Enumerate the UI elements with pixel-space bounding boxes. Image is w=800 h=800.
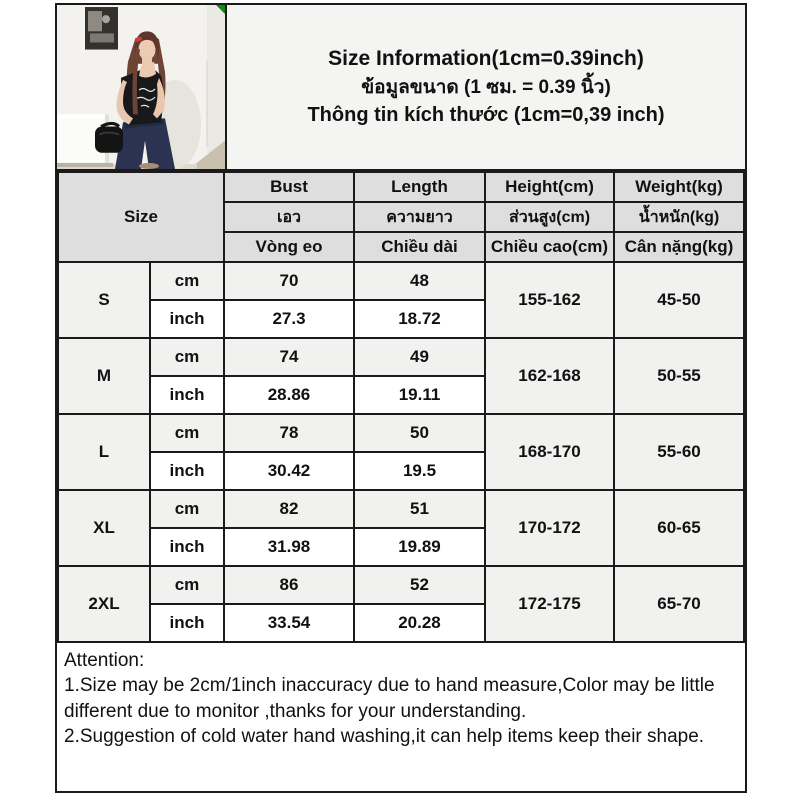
bust-inch-2xl: 33.54 <box>224 604 354 642</box>
size-label-xl: XL <box>58 490 150 566</box>
attention-heading: Attention: <box>64 650 145 671</box>
length-inch-l: 19.5 <box>354 452 485 490</box>
col-header-length-vi: Chiều dài <box>354 232 485 262</box>
bust-inch-m: 28.86 <box>224 376 354 414</box>
height-xl: 170-172 <box>485 490 614 566</box>
unit-inch: inch <box>150 604 224 642</box>
bust-inch-l: 30.42 <box>224 452 354 490</box>
product-model-photo <box>57 5 227 169</box>
length-cm-m: 49 <box>354 338 485 376</box>
col-header-height-en: Height(cm) <box>485 172 614 202</box>
model-photo-illustration <box>57 5 225 169</box>
unit-inch: inch <box>150 452 224 490</box>
col-header-length-th: ความยาว <box>354 202 485 232</box>
length-inch-2xl: 20.28 <box>354 604 485 642</box>
title-english: Size Information(1cm=0.39inch) <box>328 46 644 70</box>
size-label-l: L <box>58 414 150 490</box>
length-cm-xl: 51 <box>354 490 485 528</box>
table-row <box>58 338 744 376</box>
bust-cm-s: 70 <box>224 262 354 300</box>
col-header-bust-en: Bust <box>224 172 354 202</box>
col-header-bust-th: เอว <box>224 202 354 232</box>
unit-inch: inch <box>150 300 224 338</box>
table-row <box>58 490 744 528</box>
col-header-bust-vi: Vòng eo <box>224 232 354 262</box>
unit-cm: cm <box>150 262 224 300</box>
height-s: 155-162 <box>485 262 614 338</box>
height-l: 168-170 <box>485 414 614 490</box>
unit-cm: cm <box>150 490 224 528</box>
unit-inch: inch <box>150 376 224 414</box>
size-info-title <box>227 5 745 169</box>
col-header-weight-en: Weight(kg) <box>614 172 744 202</box>
title-thai: ข้อมูลขนาด (1 ซม. = 0.39 นิ้ว) <box>361 76 611 98</box>
unit-inch: inch <box>150 528 224 566</box>
size-header-cell: Size <box>58 172 224 262</box>
length-cm-2xl: 52 <box>354 566 485 604</box>
bust-cm-xl: 82 <box>224 490 354 528</box>
size-label-2xl: 2XL <box>58 566 150 642</box>
table-row <box>58 566 744 604</box>
unit-cm: cm <box>150 566 224 604</box>
bust-inch-s: 27.3 <box>224 300 354 338</box>
unit-cm: cm <box>150 414 224 452</box>
weight-xl: 60-65 <box>614 490 744 566</box>
col-header-weight-vi: Cân nặng(kg) <box>614 232 744 262</box>
bust-cm-2xl: 86 <box>224 566 354 604</box>
table-row <box>58 414 744 452</box>
weight-l: 55-60 <box>614 414 744 490</box>
top-row <box>57 5 745 171</box>
size-chart-sheet <box>55 3 747 793</box>
header-row-english <box>58 172 744 202</box>
attention-note <box>57 643 745 791</box>
size-label-s: S <box>58 262 150 338</box>
handbag <box>95 123 123 152</box>
length-cm-s: 48 <box>354 262 485 300</box>
height-m: 162-168 <box>485 338 614 414</box>
attention-line-2: 2.Suggestion of cold water hand washing,it can help items keep their shape. <box>64 725 705 747</box>
col-header-height-vi: Chiều cao(cm) <box>485 232 614 262</box>
unit-cm: cm <box>150 338 224 376</box>
bust-cm-m: 74 <box>224 338 354 376</box>
col-header-weight-th: น้ำหนัก(kg) <box>614 202 744 232</box>
size-label-m: M <box>58 338 150 414</box>
length-inch-s: 18.72 <box>354 300 485 338</box>
table-row <box>58 262 744 300</box>
length-inch-m: 19.11 <box>354 376 485 414</box>
wall-poster <box>85 7 118 50</box>
attention-line-1: 1.Size may be 2cm/1inch inaccuracy due to hand measure,Color may be little different due to monitor ,thanks for your understanding. <box>64 675 715 722</box>
length-inch-xl: 19.89 <box>354 528 485 566</box>
weight-2xl: 65-70 <box>614 566 744 642</box>
weight-s: 45-50 <box>614 262 744 338</box>
col-header-height-th: ส่วนสูง(cm) <box>485 202 614 232</box>
length-cm-l: 50 <box>354 414 485 452</box>
size-table <box>57 171 745 643</box>
bust-cm-l: 78 <box>224 414 354 452</box>
title-vietnamese: Thông tin kích thước (1cm=0,39 inch) <box>307 104 665 127</box>
height-2xl: 172-175 <box>485 566 614 642</box>
bust-inch-xl: 31.98 <box>224 528 354 566</box>
col-header-length-en: Length <box>354 172 485 202</box>
weight-m: 50-55 <box>614 338 744 414</box>
